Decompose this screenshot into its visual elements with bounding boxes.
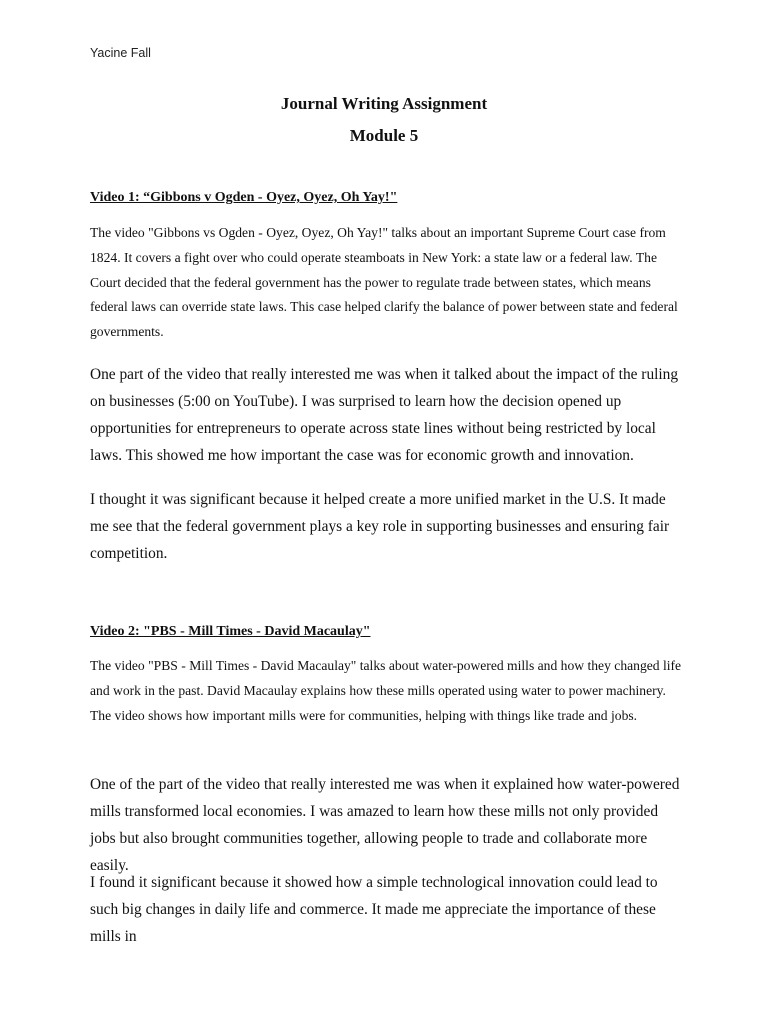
section-heading-video-1: Video 1: “Gibbons v Ogden - Oyez, Oyez, Oh Yay!" — [90, 190, 398, 205]
section-heading-video-2: Video 2: "PBS - Mill Times - David Macaulay" — [90, 624, 371, 639]
section-1-paragraph-2: One part of the video that really interested me was when it talked about the impact of the ruling on businesses (5:00 on YouTube). I was surprised to learn how the decision opened up opportunities for entrepreneurs to operate across state lines without being restricted by local laws. This showed me how important the case was for economic growth and innovation. — [90, 366, 679, 464]
document-subtitle: Module 5 — [349, 126, 419, 145]
section-1-paragraph-1: The video "Gibbons vs Ogden - Oyez, Oyez, Oh Yay!" talks about an important Supreme Court case from 1824. It covers a fight over who could operate steamboats in New York: a state law or a federal law. The Court decided that the federal government has the power to regulate trade between states, which means federal laws can override state laws. This case helped clarify the balance of power between state and federal governments. — [90, 225, 678, 340]
section-2-paragraph-3: I found it significant because it showed how a simple technological innovation could lead to such big changes in daily life and commerce. It made me appreciate the importance of these mills in — [90, 874, 658, 945]
section-2-paragraph-1: The video "PBS - Mill Times - David Macaulay" talks about water-powered mills and how they changed life and work in the past. David Macaulay explains how these mills operated using water to power machinery. The video shows how important mills were for communities, helping with things like trade and jobs. — [90, 658, 682, 723]
document-title: Journal Writing Assignment — [280, 94, 488, 113]
author-name: Yacine Fall — [90, 46, 151, 60]
section-1-paragraph-3: I thought it was significant because it helped create a more unified market in the U.S. It made me see that the federal government plays a key role in supporting businesses and ensuring fair competition. — [90, 491, 670, 562]
section-2-paragraph-2: One of the part of the video that really interested me was when it explained how water-powered mills transformed local economies. I was amazed to learn how these mills not only provided jobs but also brought communities together, allowing people to trade and collaborate more easily. — [90, 776, 680, 874]
